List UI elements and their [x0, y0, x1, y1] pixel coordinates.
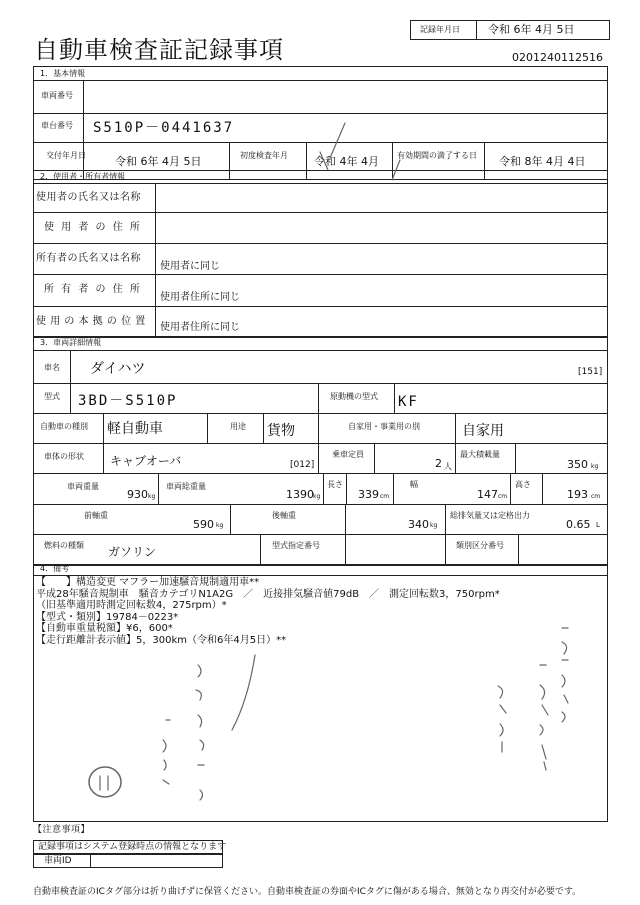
remark-line: 【 】構造変更 マフラー加速騒音規制適用車** [36, 577, 260, 588]
body-shape-value: キャブオーバ [110, 454, 182, 468]
vehicle-weight-label: 車両重量 [67, 482, 99, 491]
private-business-value: 自家用 [462, 423, 504, 439]
issue-date-value: 令和 6年 4月 5日 [115, 155, 202, 168]
gross-weight-unit: kg [313, 493, 321, 500]
page-title: 自動車検査証記録事項 [34, 36, 284, 64]
front-axle-unit: kg [216, 522, 224, 529]
chassis-number-label: 車台番号 [41, 121, 73, 130]
section-remarks-heading: 4．備考 [40, 564, 70, 573]
engine-model-value: KF [398, 394, 419, 410]
fuel-type-label: 燃料の種類 [44, 541, 84, 550]
height-label: 高さ [515, 480, 531, 489]
base-location-label: 使 用 の 本 拠 の 位 置 [36, 316, 146, 327]
chassis-number-value: S510P－0441637 [93, 120, 235, 136]
width-label: 幅 [410, 480, 418, 489]
owner-name-value: 使用者に同じ [160, 261, 220, 272]
maker-label: 車名 [44, 363, 60, 372]
model-value: 3BD－S510P [78, 393, 178, 409]
expiry-date-label: 有効期間の満了する日 [397, 151, 477, 160]
remark-line: 平成28年騒音規制車 騒音カテゴリN1A2G ／ 近接排気騒音値79dB ／ 測定回転数3，750rpm* [36, 588, 500, 600]
vehicle-weight-unit: kg [148, 493, 156, 500]
section-basic-heading: 1．基本情報 [40, 69, 86, 78]
owner-name-label: 所有者の氏名又は名称 [36, 253, 141, 264]
remark-line: 【走行距離計表示値】5，300km（令和6年4月5日）** [36, 634, 287, 646]
section-user-owner-heading: 2．使用者・所有者情報 [40, 172, 126, 181]
front-axle-value: 590 [193, 518, 214, 531]
width-unit: cm [498, 493, 508, 500]
registration-number-label: 車両番号 [41, 91, 73, 100]
max-load-label: 最大積載量 [460, 450, 500, 459]
user-name-label: 使用者の氏名又は名称 [36, 192, 141, 203]
gross-weight-value: 1390 [286, 488, 314, 501]
model-label: 型式 [44, 392, 60, 401]
record-date-value: 令和 6年 4月 5日 [488, 23, 575, 36]
height-value: 193 [567, 488, 588, 501]
designation-number-label: 型式指定番号 [272, 541, 320, 550]
width-value: 147 [477, 488, 498, 501]
max-load-value: 350 [567, 458, 588, 471]
vehicle-kind-label: 自動車の種別 [40, 422, 88, 431]
use-value: 貨物 [267, 423, 295, 439]
body-shape-code: [012] [290, 460, 315, 470]
rear-axle-label: 後軸重 [272, 511, 296, 520]
notes-heading: 【注意事項】 [33, 825, 91, 835]
remark-line: （旧基準適用時測定回転数4，275rpm）* [36, 600, 227, 611]
first-registration-label: 初度検査年月 [240, 151, 288, 160]
maker-value: ダイハツ [90, 361, 146, 377]
remark-line: 【自動車重量税額】¥6，600* [36, 623, 173, 634]
vehicle-id-label: 車両ID [44, 856, 72, 866]
max-load-unit: kg [591, 463, 599, 470]
engine-model-label: 原動機の型式 [330, 392, 378, 401]
user-address-label: 使 用 者 の 住 所 [44, 222, 142, 233]
length-unit: cm [380, 493, 390, 500]
length-value: 339 [358, 488, 379, 501]
footer-note: 自動車検査証のICタグ部分は折り曲げずに保管ください。自動車検査証の券面やICタグに傷がある場合、無効となり再交付が必要です。 [33, 887, 582, 897]
displacement-unit: L [596, 521, 600, 529]
record-date-label: 記録年月日 [420, 25, 460, 34]
body-shape-label: 車体の形状 [44, 452, 84, 461]
section-vehicle-heading: 3．車両詳細情報 [40, 338, 102, 347]
rear-axle-unit: kg [430, 522, 438, 529]
first-registration-value: 令和 4年 4月 [314, 155, 379, 168]
capacity-unit: 人 [444, 462, 452, 471]
owner-address-label: 所 有 者 の 住 所 [44, 284, 142, 295]
vehicle-weight-value: 930 [127, 488, 148, 501]
issue-date-label: 交付年月日 [46, 151, 86, 160]
rear-axle-value: 340 [408, 518, 429, 531]
use-label: 用途 [230, 422, 246, 431]
capacity-label: 乗車定員 [332, 450, 364, 459]
owner-address-value: 使用者住所に同じ [160, 292, 240, 303]
displacement-value: 0.65 [566, 518, 591, 531]
length-label: 長さ [327, 480, 343, 489]
private-business-label: 自家用・事業用の別 [348, 422, 420, 431]
height-unit: cm [591, 493, 601, 500]
base-location-value: 使用者住所に同じ [160, 322, 240, 333]
fuel-type-value: ガソリン [108, 545, 157, 559]
capacity-value: 2 [435, 457, 442, 470]
remark-line: 【型式・類別】19784－0223* [36, 611, 179, 623]
certificate-serial: 0201240112516 [512, 51, 603, 64]
front-axle-label: 前軸重 [84, 511, 108, 520]
category-number-label: 類別区分番号 [456, 541, 504, 550]
notes-line: 記録事項はシステム登録時点の情報となります [38, 842, 227, 852]
vehicle-kind-value: 軽自動車 [107, 421, 163, 437]
displacement-label: 総排気量又は定格出力 [450, 511, 530, 520]
expiry-date-value: 令和 8年 4月 4日 [499, 155, 586, 168]
gross-weight-label: 車両総重量 [166, 482, 206, 491]
maker-code: [151] [578, 367, 603, 377]
